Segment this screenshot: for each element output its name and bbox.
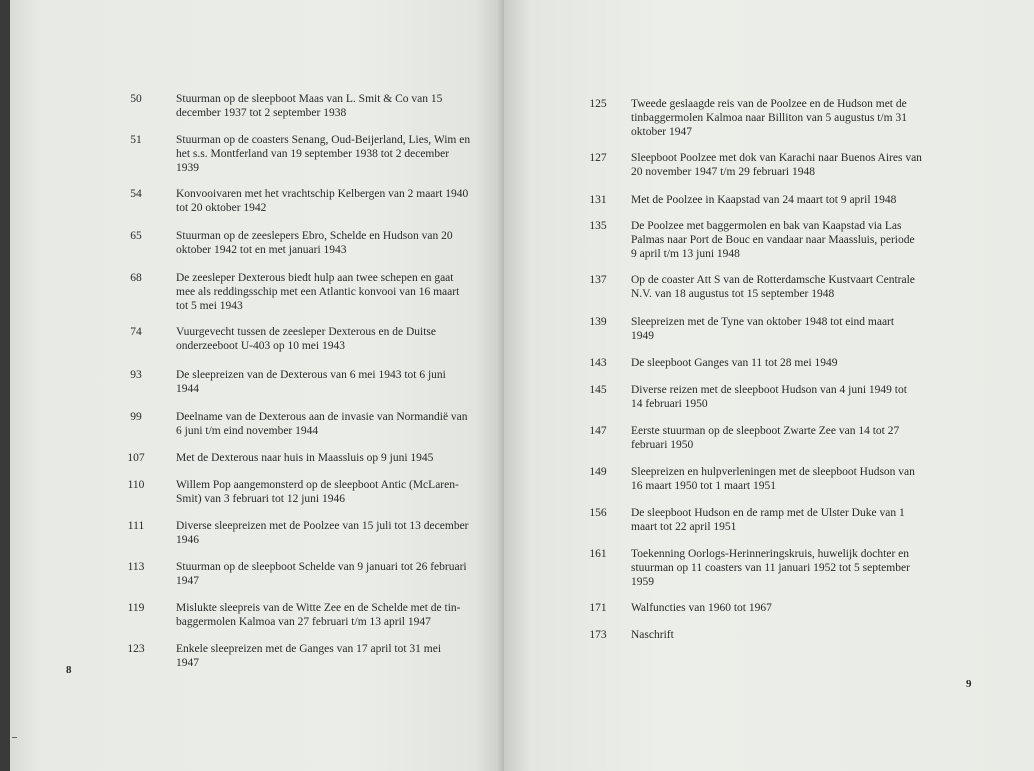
entry-page-number: 68 [130,272,142,284]
entry-page-number: 145 [589,384,607,396]
entry-title: Stuurman op de sleepboot Maas van L. Smit & Co van 15 december 1937 tot 2 september 1938 [176,93,443,119]
entry-page-number: 54 [130,188,142,200]
entry-title: Enkele sleepreizen met de Ganges van 17 april tot 31 mei 1947 [176,643,442,669]
entry-page-number: 111 [127,520,145,532]
entry-title: De sleepboot Ganges van 11 tot 28 mei 1949 [631,357,838,369]
entry-title: Sleepboot Poolzee met dok van Karachi naar Buenos Aires van 20 november 1947 t/m 29 februari 1948 [631,152,922,178]
entry-page-number: 93 [130,369,142,381]
entry-title: Toekenning Oorlogs-Herinneringskruis, huwelijk dochter en stuurman op 11 coasters van 11 januari 1952 tot 5 september 1959 [631,548,910,588]
entry-title: De Poolzee met baggermolen en bak van Kaapstad via Las Palmas naar Port de Bouc en vandaar naar Maassluis, periode 9 april t/m 13 juni 1948 [631,220,915,260]
entry-page-number: 143 [589,357,607,369]
entry-page-number: 113 [127,561,145,573]
entry-page-number: 65 [130,230,142,242]
entry-title: Sleepreizen en hulpverleningen met de sleepboot Hudson van 16 maart 1950 tot 1 maart 1951 [631,466,915,492]
entry-page-number: 139 [589,316,607,328]
entry-page-number: 119 [127,602,145,614]
entry-title: De sleepboot Hudson en de ramp met de Ulster Duke van 1 maart tot 22 april 1951 [631,507,905,533]
entry-title: Tweede geslaagde reis van de Poolzee en de Hudson met de tinbaggermolen Kalmoa naar Billiton van 5 augustus t/m 31 oktober 1947 [631,98,907,138]
entry-title: De sleepreizen van de Dexterous van 6 mei 1943 tot 6 juni 1944 [176,369,446,395]
entry-title: Met de Poolzee in Kaapstad van 24 maart tot 9 april 1948 [631,194,897,206]
entry-page-number: 147 [589,425,607,437]
entry-page-number: 135 [589,220,607,232]
right-page [504,0,1034,771]
entry-page-number: 161 [589,548,607,560]
entry-title: Vuurgevecht tussen de zeesleper Dexterous en de Duitse onderzeeboot U-403 op 10 mei 1943 [176,326,436,352]
entry-title: Mislukte sleepreis van de Witte Zee en de Schelde met de tin- baggermolen Kalmoa van 27 februari t/m 13 april 1947 [176,602,461,628]
entry-title: Willem Pop aangemonsterd op de sleepboot Antic (McLaren- Smit) van 3 februari tot 12 juni 1946 [176,479,459,505]
entry-title: Sleepreizen met de Tyne van oktober 1948 tot eind maart 1949 [631,316,895,342]
entry-page-number: 50 [130,93,142,105]
entry-title: Stuurman op de sleepboot Schelde van 9 januari tot 26 februari 1947 [176,561,467,587]
entry-title: Op de coaster Att S van de Rotterdamsche Kustvaart Centrale N.V. van 18 augustus tot 15 september 1948 [631,274,915,300]
left-page [10,0,504,771]
entry-page-number: 131 [589,194,607,206]
entry-title: Stuurman op de coasters Senang, Oud-Beijerland, Lies, Wim en het s.s. Montferland van 19 september 1938 tot 2 december 1939 [176,134,471,174]
entry-page-number: 127 [589,152,607,164]
entry-title: Konvooivaren met het vrachtschip Kelbergen van 2 maart 1940 tot 20 oktober 1942 [176,188,469,214]
entry-page-number: 51 [130,134,142,146]
entry-page-number: 125 [589,98,607,110]
entry-title: Deelname van de Dexterous aan de invasie van Normandië van 6 juni t/m eind november 1944 [176,411,468,437]
page-number-left: 8 [66,664,72,676]
entry-title: Eerste stuurman op de sleepboot Zwarte Zee van 14 tot 27 februari 1950 [631,425,900,451]
entry-title: Met de Dexterous naar huis in Maassluis op 9 juni 1945 [176,452,434,464]
entry-page-number: 123 [127,643,145,655]
entry-title: De zeesleper Dexterous biedt hulp aan twee schepen en gaat mee als reddingsschip met een Atlantic konvooi van 16 maart tot 5 mei 1943 [176,272,460,312]
entry-page-number: 173 [589,629,607,641]
entry-title: Walfuncties van 1960 tot 1967 [631,602,772,614]
entry-title: Diverse reizen met de sleepboot Hudson van 4 juni 1949 tot 14 februari 1950 [631,384,907,410]
page-mark [12,737,17,738]
entry-page-number: 137 [589,274,607,286]
entry-page-number: 110 [127,479,145,491]
entry-page-number: 156 [589,507,607,519]
entry-title: Stuurman op de zeeslepers Ebro, Schelde en Hudson van 20 oktober 1942 tot en met januari 1943 [176,230,453,256]
page-number-right: 9 [966,678,972,690]
entry-title: Diverse sleepreizen met de Poolzee van 15 juli tot 13 december 1946 [176,520,469,546]
entry-page-number: 99 [130,411,142,423]
entry-page-number: 149 [589,466,607,478]
entry-page-number: 171 [589,602,607,614]
entry-page-number: 107 [127,452,145,464]
entry-page-number: 74 [130,326,142,338]
entry-title: Naschrift [631,629,674,641]
